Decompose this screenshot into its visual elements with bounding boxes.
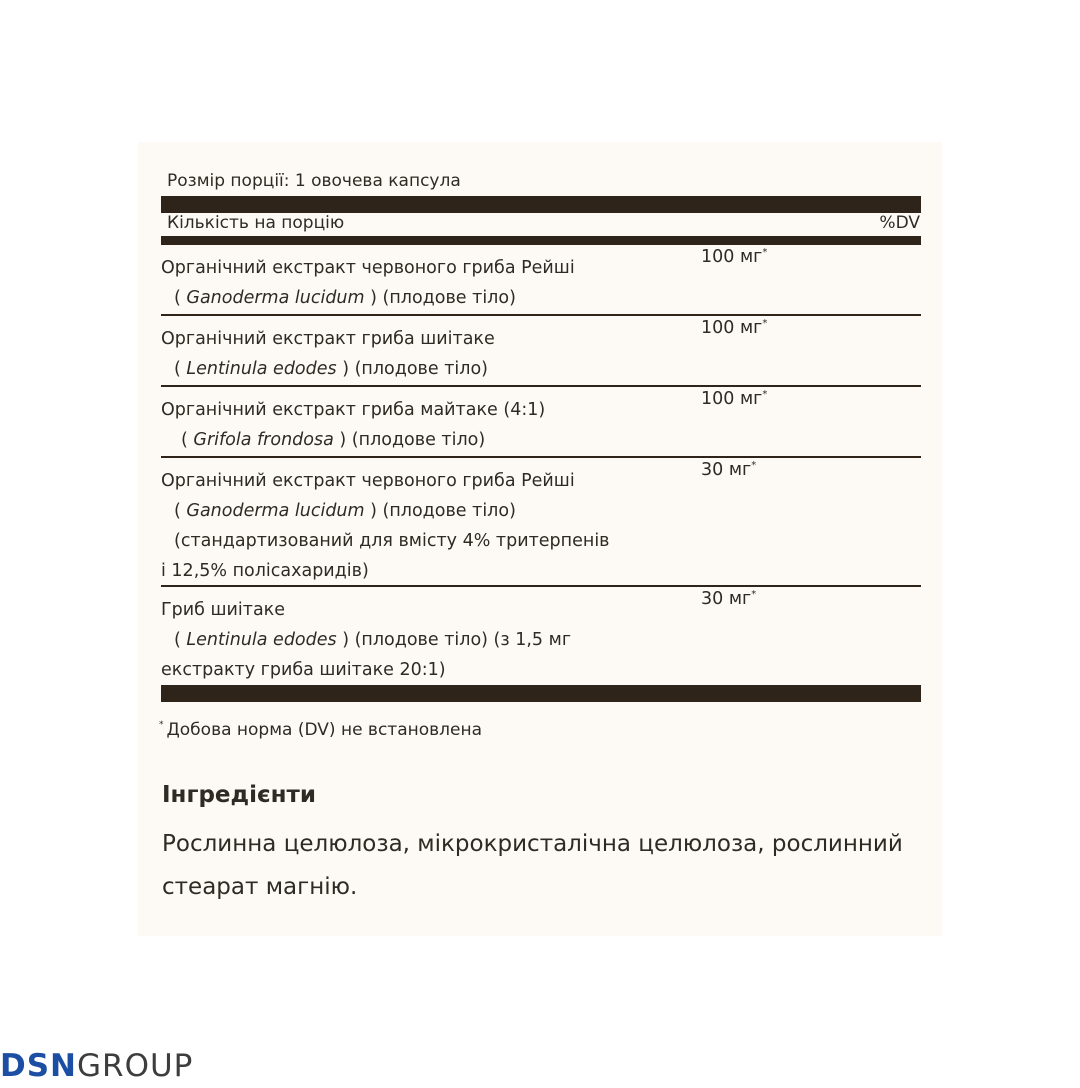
ingredient-name: Органічний екстракт гриба майтаке (4:1) ( Grifola frondosa ) (плодове тіло) bbox=[161, 400, 546, 450]
latin-name: Grifola frondosa bbox=[193, 430, 334, 450]
ingredient-amount: 30 мг* bbox=[701, 460, 757, 480]
ingredient-name: Органічний екстракт гриба шиітаке ( Lentinula edodes ) (плодове тіло) bbox=[161, 329, 495, 379]
ingredients-title: Інгредієнти bbox=[162, 782, 316, 808]
serving-size: Розмір порції: 1 овочева капсула bbox=[167, 171, 461, 191]
dsn-group-logo: DSNGROUP bbox=[0, 1048, 194, 1084]
latin-name: Ganoderma lucidum bbox=[186, 501, 365, 521]
ingredient-amount: 100 мг* bbox=[701, 247, 768, 267]
latin-name: Ganoderma lucidum bbox=[186, 288, 365, 308]
footnote: * Добова норма (DV) не встановлена bbox=[159, 720, 483, 740]
divider-thick-top bbox=[161, 196, 921, 213]
supplement-facts-panel bbox=[138, 142, 942, 936]
table-row bbox=[161, 316, 921, 387]
table-header bbox=[161, 213, 921, 236]
ingredient-name: Органічний екстракт червоного гриба Рейші ( Ganoderma lucidum ) (плодове тіло) (стандартизований для вмісту 4% тритерпенів і 12,5% полісахаридів) bbox=[161, 471, 610, 581]
ingredient-amount: 100 мг* bbox=[701, 318, 768, 338]
divider-medium bbox=[161, 236, 921, 245]
table-row bbox=[161, 245, 921, 316]
dv-label: %DV bbox=[879, 213, 920, 233]
table-row bbox=[161, 387, 921, 458]
ingredient-name: Гриб шиітаке ( Lentinula edodes ) (плодове тіло) (з 1,5 мг екстракту гриба шиітаке 20:1) bbox=[161, 600, 572, 680]
amount-per-serving-label: Кількість на порцію bbox=[167, 213, 345, 233]
ingredient-name: Органічний екстракт червоного гриба Рейші ( Ganoderma lucidum ) (плодове тіло) bbox=[161, 258, 575, 308]
ingredient-amount: 30 мг* bbox=[701, 589, 757, 609]
ingredient-amount: 100 мг* bbox=[701, 389, 768, 409]
latin-name: Lentinula edodes bbox=[186, 359, 337, 379]
latin-name: Lentinula edodes bbox=[186, 630, 337, 650]
ingredients-text: Рослинна целюлоза, мікрокристалічна целюлоза, рослинний стеарат магнію. bbox=[162, 831, 903, 900]
table-row bbox=[161, 587, 921, 685]
divider-thick-bottom bbox=[161, 685, 921, 702]
table-row bbox=[161, 458, 921, 587]
